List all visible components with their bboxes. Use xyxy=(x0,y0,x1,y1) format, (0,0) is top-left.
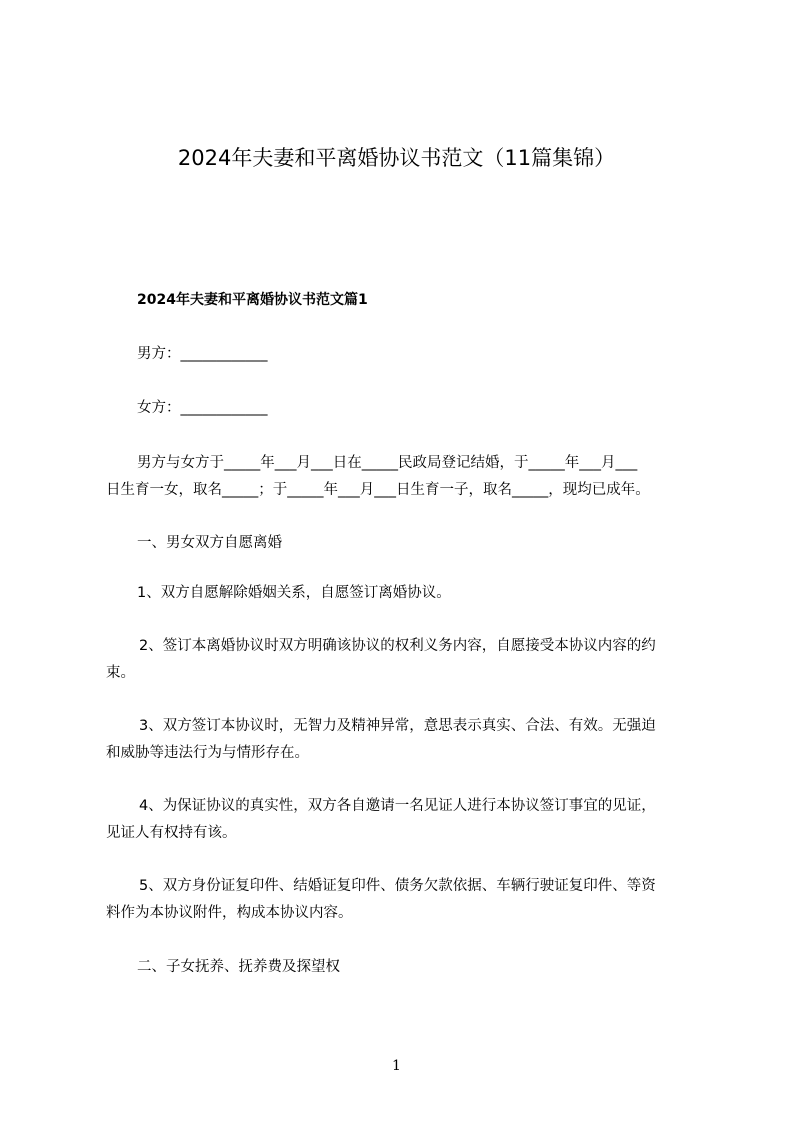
clause-1-item-3-line-2: 和威胁等违法行为与情形存在。 xyxy=(106,745,309,761)
clause-1-item-5-line-1: 5、双方身份证复印件、结婚证复印件、债务欠款依据、车辆行驶证复印件、等资 xyxy=(139,878,656,894)
clause-1-item-2-line-2: 束。 xyxy=(106,665,135,681)
clause-1-item-5-line-2: 料作为本协议附件，构成本协议内容。 xyxy=(106,905,353,921)
document-title: 2024年夫妻和平离婚协议书范文（11篇集锦） xyxy=(177,146,616,170)
section-heading: 2024年夫妻和平离婚协议书范文篇1 xyxy=(137,292,368,308)
clause-1-item-1: 1、双方自愿解除婚姻关系，自愿签订离婚协议。 xyxy=(137,585,451,601)
clause-2-heading: 二、子女抚养、抚养费及探望权 xyxy=(137,959,340,975)
husband-field-line: 男方：____________ xyxy=(137,346,268,362)
clause-1-item-4-line-2: 见证人有权持有该。 xyxy=(106,825,237,841)
marriage-paragraph-line-2: 日生育一女，取名_____；于_____年___月___日生育一子，取名_____，现均已成年。 xyxy=(106,482,650,498)
clause-1-item-2-line-1: 2、签订本离婚协议时双方明确该协议的权利义务内容，自愿接受本协议内容的约 xyxy=(139,638,656,654)
clause-1-heading: 一、男女双方自愿离婚 xyxy=(137,535,282,551)
clause-1-item-4-line-1: 4、为保证协议的真实性，双方各自邀请一名见证人进行本协议签订事宜的见证， xyxy=(139,798,656,814)
page-number: 1 xyxy=(392,1058,401,1074)
marriage-paragraph-line-1: 男方与女方于_____年___月___日在_____民政局登记结婚，于_____年___月___ xyxy=(137,455,638,471)
clause-1-item-3-line-1: 3、双方签订本协议时，无智力及精神异常，意思表示真实、合法、有效。无强迫 xyxy=(139,718,656,734)
wife-field-line: 女方：____________ xyxy=(137,400,268,416)
